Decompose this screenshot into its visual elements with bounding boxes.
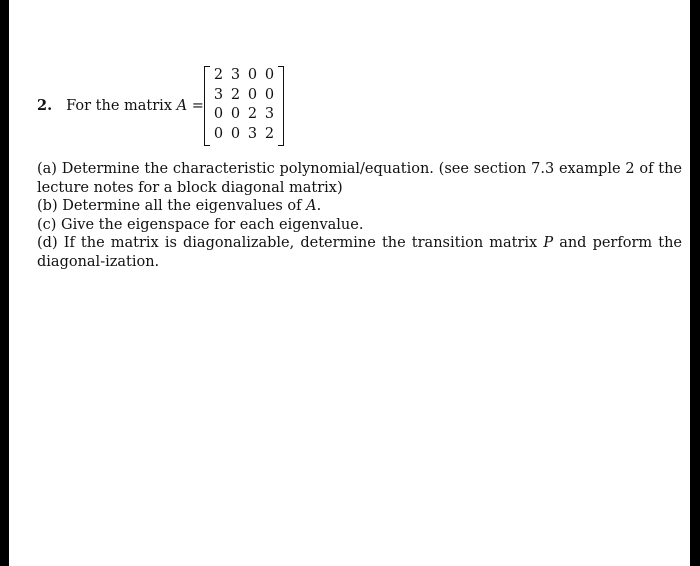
right-bracket (278, 66, 284, 146)
matrix-cell: 0 (264, 67, 275, 83)
matrix-cell: 0 (213, 106, 224, 122)
matrix-cell: 3 (247, 125, 258, 142)
problem-statement (37, 97, 204, 115)
part-label: (c) (37, 216, 57, 233)
problem-parts (37, 160, 682, 271)
part-c (37, 216, 682, 235)
matrix-a (204, 66, 284, 146)
part-text: Give the eigenspace for each eigenvalue. (61, 216, 364, 233)
matrix-grid (210, 66, 278, 144)
part-label: (d) (37, 235, 58, 251)
matrix-name: A (176, 98, 188, 114)
matrix-cell: 2 (213, 67, 224, 83)
matrix-cell: 0 (213, 125, 224, 142)
part-label: (a) (37, 161, 57, 177)
matrix-cell: 0 (247, 86, 258, 103)
part-text-end: and perform the diagonal-ization. (37, 235, 682, 270)
math-symbol: A (306, 198, 317, 214)
matrix-cell: 0 (247, 67, 258, 83)
problem-number: 2. (37, 97, 53, 114)
part-label: (b) (37, 198, 58, 214)
right-black-border (690, 0, 700, 566)
equals-sign: = (187, 98, 204, 114)
matrix-cell: 2 (230, 86, 241, 103)
part-d (37, 234, 682, 271)
math-symbol: P (543, 235, 554, 251)
matrix-cell: 3 (264, 106, 275, 122)
matrix-cell: 3 (230, 67, 241, 83)
matrix-cell: 0 (230, 106, 241, 122)
problem-intro: For the matrix (66, 98, 177, 114)
part-text: If the matrix is diagonalizable, determine the transition matrix (63, 235, 544, 251)
part-text: Determine the characteristic polynomial/equation. (see section 7.3 example 2 of the lecture notes for a block diagonal matrix) (37, 161, 683, 196)
part-b (37, 197, 682, 216)
matrix-cell: 0 (230, 125, 241, 142)
matrix-cell: 2 (264, 125, 275, 142)
part-text: Determine all the eigenvalues of (62, 198, 307, 214)
matrix-cell: 0 (264, 86, 275, 103)
left-black-border (0, 0, 9, 566)
matrix-cell: 3 (213, 86, 224, 103)
part-text-end: . (316, 198, 322, 214)
matrix-cell: 2 (247, 106, 258, 122)
document-page (9, 0, 690, 566)
part-a (37, 160, 682, 197)
